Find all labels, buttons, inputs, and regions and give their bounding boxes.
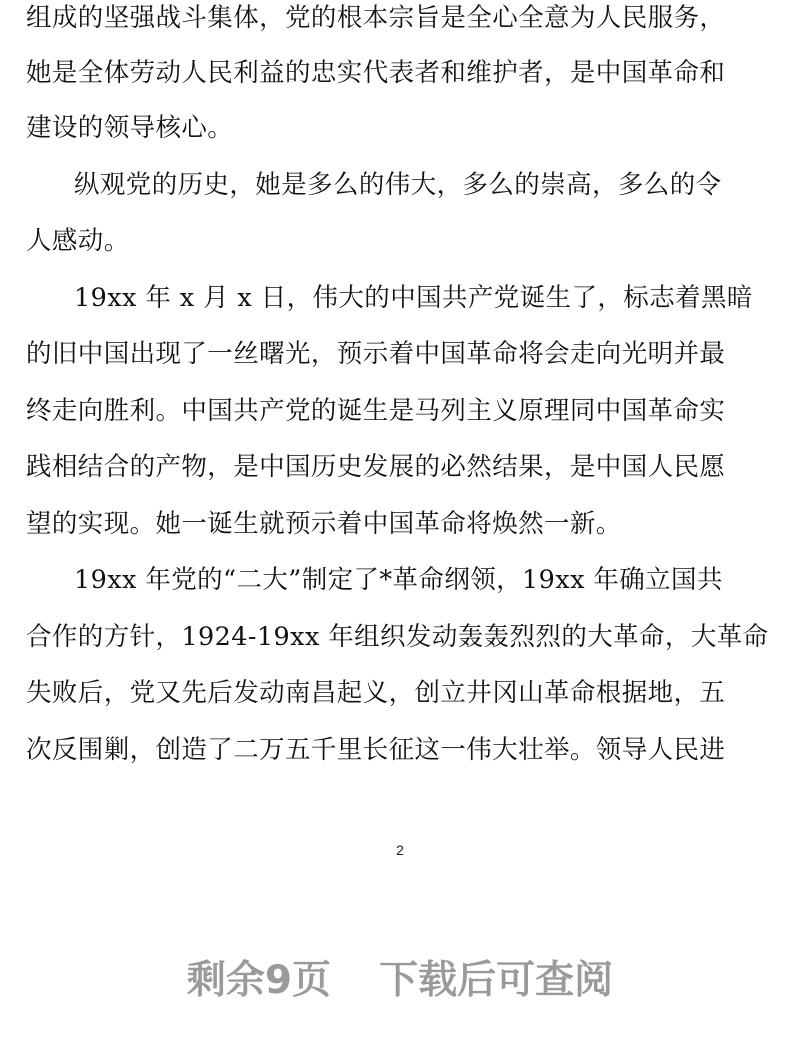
paragraph-start-line: 19xx 年党的“二大”制定了*革命纲领，19xx 年确立国共 bbox=[74, 565, 723, 595]
text-line: 望的实现。她一诞生就预示着中国革命将焕然一新。 bbox=[26, 509, 622, 539]
text-line: 人感动。 bbox=[26, 226, 130, 256]
paragraph-start-line: 纵观党的历史，她是多么的伟大，多么的崇高，多么的令 bbox=[74, 170, 722, 200]
text-line: 她是全体劳动人民利益的忠实代表者和维护者，是中国革命和 bbox=[26, 58, 726, 88]
download-hint-label: 下载后可查阅 bbox=[379, 958, 614, 1003]
text-line: 失败后，党又先后发动南昌起义，创立井冈山革命根据地，五 bbox=[26, 678, 726, 708]
paragraph-start-line: 19xx 年 x 月 x 日，伟大的中国共产党诞生了，标志着黑暗 bbox=[74, 283, 753, 313]
remaining-pages-label: 剩余9页 bbox=[186, 958, 332, 1003]
text-line: 终走向胜利。中国共产党的诞生是马列主义原理同中国革命实 bbox=[26, 396, 726, 426]
remaining-pages-banner[interactable] bbox=[0, 953, 800, 1009]
text-line: 次反围剿，创造了二万五千里长征这一伟大壮举。领导人民进 bbox=[26, 735, 726, 765]
text-line: 建设的领导核心。 bbox=[26, 113, 234, 143]
text-line: 践相结合的产物，是中国历史发展的必然结果，是中国人民愿 bbox=[26, 452, 726, 482]
page-number: 2 bbox=[396, 842, 404, 858]
text-line: 的旧中国出现了一丝曙光，预示着中国革命将会走向光明并最 bbox=[26, 339, 726, 369]
text-line: 组成的坚强战斗集体，党的根本宗旨是全心全意为人民服务， bbox=[26, 3, 726, 33]
text-line: 合作的方针，1924-19xx 年组织发动轰轰烈烈的大革命，大革命 bbox=[26, 622, 769, 652]
